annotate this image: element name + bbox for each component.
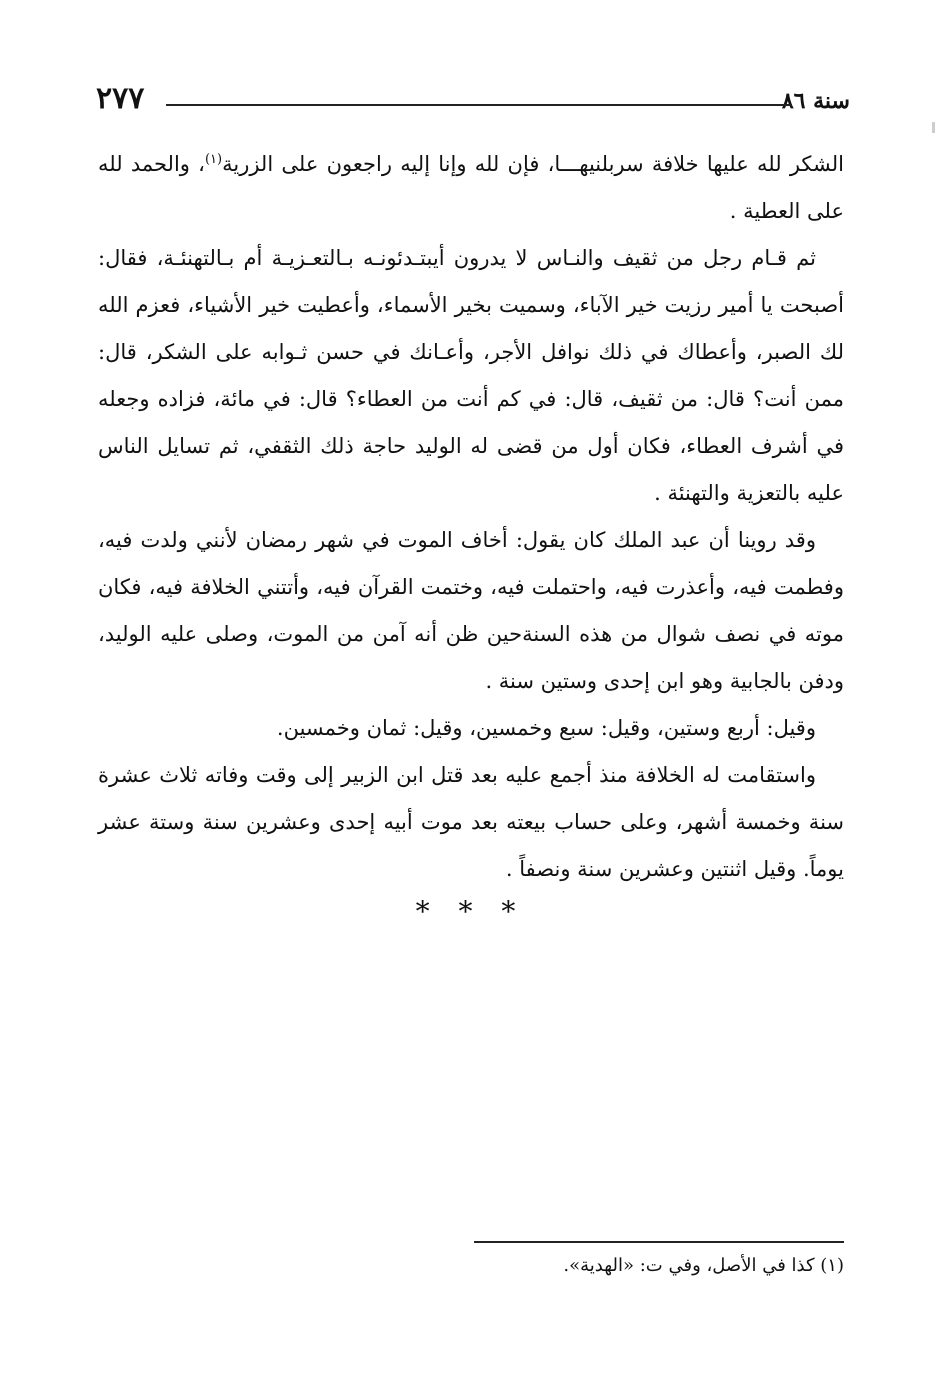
paragraph-1-text-end: ، والحمد لله على العطية .: [98, 152, 844, 223]
footnote-reference: (١): [204, 152, 223, 167]
paragraph-1-text-start: الشكر لله عليها خلافة سربلنيهـــا، فإن لله وإنا إليه راجعون على الزرية: [222, 152, 844, 176]
paragraph-3: وقد روينا أن عبد الملك كان يقول: أخاف الموت في شهر رمضان لأنني ولدت فيه، وفطمت فيه، وأعذرت فيه، واحتملت فيه، وختمت القرآن فيه، وأتتني الخلافة فيه، فكان موته في نصف شوال من هذه السنةحين ظن أنه آمن من الموت، وصلى عليه الوليد، ودفن بالجابية وهو ابن إحدى وستين سنة .: [98, 528, 844, 693]
footnote: (١) كذا في الأصل، وفي ت: «الهدية».: [563, 1255, 844, 1276]
footnote-rule: [474, 1241, 844, 1243]
paragraph-1: [98, 141, 844, 235]
header-rule: [166, 104, 792, 106]
header-year: سنة ٨٦: [781, 88, 850, 114]
section-separator: * * *: [415, 895, 526, 928]
scan-mark: [932, 122, 935, 133]
paragraph-2: ثم قـام رجل من ثقيف والنـاس لا يدرون أيبتـدئونـه بـالتعـزيـة أم بـالتهنئـة، فقال: أصبحت يا أمير رزيت خير الآباء، وسميت بخير الأسماء، وأعطيت خير الأشياء، فعزم الله لك الصبر، وأعطاك في ذلك نوافل الأجر، وأعـانك في حسن ثـوابه على الشكر، قال: ممن أنت؟ قال: من ثقيف، قال: في كم أنت من العطاء؟ قال: في مائة، فزاده وجعله في أشرف العطاء، فكان أول من قضى له الوليد حاجة ذلك الثقفي، ثم تسايل الناس عليه بالتعزية والتهنئة .: [98, 246, 844, 505]
page-header: [96, 81, 850, 118]
page-number: ٢٧٧: [96, 81, 145, 116]
main-text: [98, 141, 844, 893]
paragraph-4: وقيل: أربع وستين، وقيل: سبع وخمسين، وقيل: ثمان وخمسين.: [276, 716, 816, 740]
paragraph-5: واستقامت له الخلافة منذ أجمع عليه بعد قتل ابن الزبير إلى وقت وفاته ثلاث عشرة سنة وخمسة أشهر، وعلى حساب بيعته بعد موت أبيه إحدى وعشرين سنة وستة عشر يوماً. وقيل اثنتين وعشرين سنة ونصفاً .: [98, 763, 844, 881]
